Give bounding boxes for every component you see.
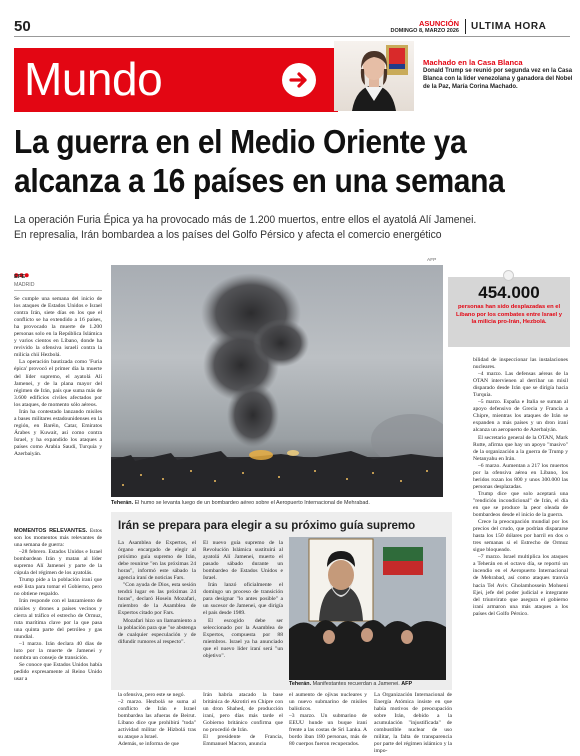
section-banner [14, 48, 338, 112]
left-paragraph: Se cumple una semana del inicio de los ataques de Estados Unidos e Israel contra Irán, siete días en los que el conflicto se ha extendido a 16 países, ha provocado la muerte de 1.200 personas solo en la República Islámica y varios cientos en Líbano, donde ha revivido la ofensiva israelí contra la milicia chií Hezbolá. [14, 296, 102, 359]
subsection-paragraph: Irán lanzó oficialmente el domingo un proceso de transición para designar "lo antes posible" a un sucesor de Jamenei, que dirigía el país desde 1989. [203, 582, 283, 617]
bottom-paragraph: Irán habría atacado la base británica de Akrotiri en Chipre con un dron Shahed, de producción iraní, pero días más tarde el Gobierno británico confirma que no procedió de Irán. El presidente de Francia, Emmanuel Macron, anuncia [203, 692, 283, 748]
subsection-paragraph: La Asamblea de Expertos, el órgano encargado de elegir al próximo guía supremo de Irán, debe reunirse "en las próximas 24 horas", informó este sábado la agencia iraní de noticias Fars. [118, 540, 196, 582]
subsection-paragraph: "Con ayuda de Dios, esta sesión tendrá lugar en las próximas 24 horas", declaró Hosein Mozafari, miembro de la Asamblea de Expertos citado por Fars. [118, 582, 196, 617]
teaser-portrait[interactable] [334, 41, 414, 111]
subsection-paragraph: El escogido debe ser seleccionado por la Asamblea de Expertos, compuesta por 88 miembros. Israel ya ha anunciado que el nuevo líder iraní será "un objetivo". [203, 617, 283, 659]
bottom-column-3 [289, 692, 367, 748]
right-paragraph: El secretario general de la OTAN, Mark Rutte, afirma que hay un apoyo "masivo" de la organización a la guerra de Trump y Netanyahu en Irán. [473, 434, 568, 462]
moments-heading: MOMENTOS RELEVANTES. [14, 528, 88, 534]
bottom-paragraph: el aumento de ojivas nucleares y un nuevo submarino de misiles balísticos. –3 marzo. Un submarino de EEUU hunde un buque iraní frente a las costas de Sri Lanka. A bordo iban 180 personas, más de 80 cuerpos fueron recuperados. [289, 692, 367, 748]
right-paragraph: –5 marzo. España e Italia se suman al apoyo defensivo de Grecia y Francia a Chipre, mientras los ataques de Irán se expanden a más países y un dron iraní alcanza un aeropuerto de Azerbaiyán. [473, 399, 568, 434]
subsection-col-2 [203, 540, 283, 660]
left-paragraph: La operación bautizada como 'Furia épica' provocó el primer día la muerte del líder supremo, el ayatolá Alí Jamenei, y de la plana mayor del régimen de Irán, país que suma más de 3.600 edificios civiles afectados por los ataques, de momento sólo aéreos. [14, 359, 102, 408]
right-paragraph: Crece la preocupación mundial por los precios del crudo, que podrían dispararse hasta los 150 dólares por barril en dos o tres semanas si el Estrecho de Ormuz sigue bloqueado. [473, 519, 568, 554]
deck [14, 213, 548, 243]
stat-number: 454.000 [478, 283, 540, 302]
subsection-col-1 [118, 540, 196, 646]
right-paragraph: –7 marzo. Israel multiplica los ataques a Teherán en el octavo día, se reportó un incendio en el Aeropuerto Internacional de Mehrabad, así como ataques tranvía hacia Tel Aviv. Gholamhossein Mohseni Ejei, jefe del poder judicial e integrante del triunvirato que asegura el gobierno iraní armaron una más ataques a los países del Golfo Pérsico. [473, 554, 568, 617]
bottom-column-1 [118, 692, 196, 748]
left-paragraph: –28 febrero. Estados Unidos e Israel bombardean Irán y matan al líder supremo Alí Jamenei y parte de la cúpula del régimen de los ayatolás. [14, 549, 102, 577]
bottom-column-2 [203, 692, 283, 748]
headline-line-1: La guerra en el Medio Oriente ya [14, 123, 467, 160]
left-paragraph: –1 marzo. Irán declara 40 días de luto por la muerte de Jamenei y nombra un consejo de transición. [14, 640, 102, 661]
left-column [14, 296, 102, 458]
deck-line-1: La operación Furia Épica ya ha provocado más de 1.200 muertos, entre ellos el ayatolá Alí Jamenei. [14, 214, 477, 226]
right-paragraph: –6 marzo. Aumentan a 217 los muertos por la ofensiva aérea en Líbano, los heridos rozan los 800 y unos 300.000 las personas desplazadas. [473, 462, 568, 490]
stat-pin-icon [503, 270, 514, 281]
section-label: Mundo [24, 53, 163, 105]
subsection-paragraph: Mozafari hizo un llamamiento a la población para que "se abstenga de cualquier especulación y de difundir rumores al respecto". [118, 617, 196, 645]
teaser-text: Donald Trump se reunió por segunda vez en la Casa Blanca con la líder venezolana y ganadora del Nobel de la Paz, María Corina Machado. [423, 68, 573, 90]
arrow-right-icon[interactable] [282, 63, 316, 97]
subsection-title: Irán se prepara para elegir a su próximo guía supremo [118, 520, 416, 532]
bottom-column-4 [374, 692, 452, 755]
headline [14, 122, 524, 200]
left-paragraph: Irán ha contestado lanzando misiles a bases militares estadounidenses en la región, en Baréin, Catar, Emiratos Árabes y Kuwait, así como contra Israel, y ha expandido los ataques a países como Arabia Saudí, Turquía y Azerbaiyán. [14, 408, 102, 458]
deck-line-2: En represalia, Irán bombardea a los países del Golfo Pérsico y afecta el comercio energético [14, 229, 442, 241]
teaser-title[interactable]: Machado en la Casa Blanca [423, 58, 523, 67]
stat-text: personas han sido desplazadas en el Líbano por los combates entre Israel y la milicia pro-Irán, Hezbolá. [456, 304, 562, 326]
stat-box [448, 277, 570, 347]
header-rule [14, 36, 570, 37]
subsection-photo[interactable] [289, 537, 446, 680]
left-paragraph: Irán responde con el lanzamiento de misiles y drones a países vecinos y cierra al tráfico el estrecho de Ormuz, ruta marítima clave por la que pasa una quinta parte del petróleo y gas mundial. [14, 598, 102, 640]
right-paragraph: Trump dice que solo aceptará una "rendición incondicional" de Irán, el día en que se produce la peor oleada de bombardeos desde el inicio de la guerra. [473, 490, 568, 519]
bottom-paragraph: la ofensiva, pero este se negó. –2 marzo. Hezbolá se suma al conflicto de Irán e Israel bombardea las afueras de Beirut. Líbano dice que prohibirá "toda" actividad militar de Hizbolá tras su ataque a Israel. Además, se informa de que [118, 692, 196, 748]
right-paragraph: –4 marzo. Las defensas aéreas de la OTAN intervienen al derribar un misil disparado desde Irán que se dirigía hacia Turquía. [473, 371, 568, 399]
headline-line-2: alcanza a 16 países en una semana [14, 162, 505, 199]
subsection-paragraph: El nuevo guía supremo de la Revolución Islámica sustituirá al ayatolá Alí Jamenei, muerto el pasado sábado durante un bombardeo de Estados Unidos e Israel. [203, 540, 283, 582]
byline-agency: EFE [14, 274, 26, 280]
header-date: DOMINGO 8, MARZO 2026 [390, 28, 459, 34]
header-city: ASUNCIÓN [418, 19, 459, 28]
left-paragraph: Trump pide a la población iraní que esté lista para tomar el Gobierno, pero no obtiene respaldo. [14, 577, 102, 598]
left-column-b [14, 528, 102, 683]
section-right-label: ULTIMA HORA [471, 21, 547, 32]
header-divider [465, 19, 466, 34]
main-photo[interactable] [111, 265, 443, 497]
moments-heading-text: Estos son los momentos más relevantes de una semana de guerra: [14, 528, 102, 549]
bottom-paragraph: La Organización Internacional de Energía Atómica insiste en que había motivos de preocupación sobre Irán, debido a la acumulación "injustificada" de combustible nuclear de uso militar, la falta de transparencia por parte del régimen islámico y la impo- [374, 692, 452, 755]
right-paragraph: bilidad de inspeccionar las instalaciones nucleares. [473, 357, 568, 371]
byline-place: MADRID [14, 282, 35, 288]
photo-credit: AFP [427, 258, 437, 263]
right-column [473, 357, 568, 618]
left-paragraph: Se conoce que Estados Unidos había pedido expresamente al Reino Unido usar a [14, 661, 102, 682]
byline-rule [14, 290, 102, 291]
page-number: 50 [14, 18, 31, 35]
subsection-caption: Teherán. Manifestantes recuerdan a Jamenei. AFP [289, 681, 413, 687]
main-photo-caption: Teherán. El humo se levanta luego de un bombardeo aéreo sobre el Aeropuerto Internacional de Mehrabad. [111, 500, 370, 506]
